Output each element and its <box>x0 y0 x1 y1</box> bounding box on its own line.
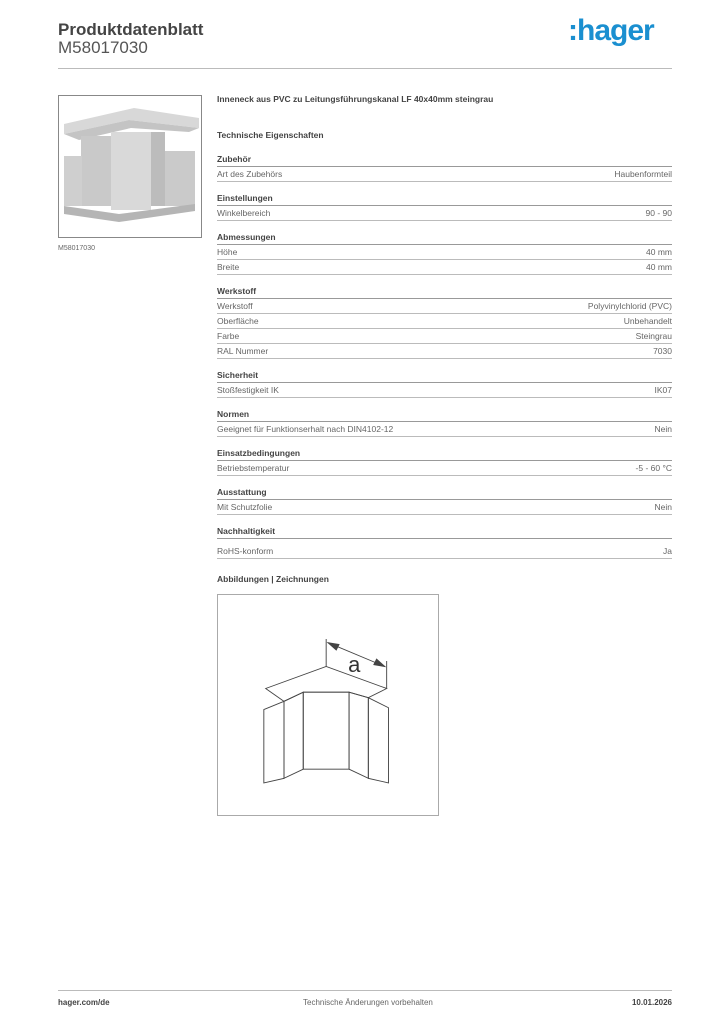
property-value: 40 mm <box>646 247 672 257</box>
property-row <box>217 167 672 182</box>
property-value: -5 - 60 °C <box>635 463 672 473</box>
property-value: Steingrau <box>635 331 672 341</box>
group-title: Normen <box>217 407 672 422</box>
property-label: Werkstoff <box>217 301 253 311</box>
property-row <box>217 260 672 275</box>
product-description: Inneneck aus PVC zu Leitungsführungskanal LF 40x40mm steingrau <box>217 94 494 104</box>
property-label: Betriebstemperatur <box>217 463 290 473</box>
group-title: Einstellungen <box>217 191 672 206</box>
section-title: Technische Eigenschaften <box>217 130 324 140</box>
product-image <box>58 95 202 238</box>
property-label: Höhe <box>217 247 238 257</box>
hager-logo: :hager <box>568 14 654 47</box>
property-row <box>217 206 672 221</box>
property-value: Ja <box>663 546 672 556</box>
property-label: Breite <box>217 262 240 272</box>
property-label: Geeignet für Funktionserhalt nach DIN4102-12 <box>217 424 394 434</box>
page-title: Produktdatenblatt <box>58 20 204 39</box>
header-divider <box>58 68 672 69</box>
property-row <box>217 299 672 314</box>
property-row <box>217 422 672 437</box>
property-group <box>217 524 672 559</box>
property-value: 90 - 90 <box>645 208 672 218</box>
footer-website[interactable]: hager.com/de <box>58 998 110 1007</box>
figures-title: Abbildungen | Zeichnungen <box>217 574 329 584</box>
property-row <box>217 344 672 359</box>
property-label: Oberfläche <box>217 316 259 326</box>
property-group <box>217 230 672 275</box>
property-value: Nein <box>654 502 672 512</box>
dimension-label: a <box>348 652 361 677</box>
product-details <box>217 92 672 559</box>
property-groups <box>217 152 672 559</box>
property-label: RoHS-konform <box>217 546 274 556</box>
property-value: Haubenformteil <box>614 169 672 179</box>
property-value: 7030 <box>653 346 672 356</box>
property-row <box>217 544 672 559</box>
footer-divider <box>58 990 672 991</box>
property-row <box>217 461 672 476</box>
property-row <box>217 500 672 515</box>
property-group <box>217 191 672 221</box>
property-value: Nein <box>654 424 672 434</box>
group-title: Nachhaltigkeit <box>217 524 672 539</box>
property-group <box>217 152 672 182</box>
property-group <box>217 446 672 476</box>
property-group <box>217 407 672 437</box>
property-value: Unbehandelt <box>623 316 672 326</box>
property-value: IK07 <box>654 385 672 395</box>
technical-drawing <box>217 594 439 816</box>
property-group <box>217 368 672 398</box>
property-group <box>217 284 672 359</box>
property-row <box>217 329 672 344</box>
property-row <box>217 314 672 329</box>
group-title: Zubehör <box>217 152 672 167</box>
property-row <box>217 383 672 398</box>
group-title: Einsatzbedingungen <box>217 446 672 461</box>
footer-notice: Technische Änderungen vorbehalten <box>303 998 433 1007</box>
property-label: Art des Zubehörs <box>217 169 283 179</box>
property-label: Stoßfestigkeit IK <box>217 385 279 395</box>
group-title: Abmessungen <box>217 230 672 245</box>
property-row <box>217 245 672 260</box>
property-group <box>217 485 672 515</box>
product-code: M58017030 <box>58 38 148 57</box>
group-title: Werkstoff <box>217 284 672 299</box>
group-title: Sicherheit <box>217 368 672 383</box>
group-title: Ausstattung <box>217 485 672 500</box>
property-value: 40 mm <box>646 262 672 272</box>
image-caption: M58017030 <box>58 245 95 252</box>
property-label: Winkelbereich <box>217 208 271 218</box>
property-value: Polyvinylchlorid (PVC) <box>587 301 672 311</box>
footer-date: 10.01.2026 <box>631 998 672 1007</box>
property-label: RAL Nummer <box>217 346 269 356</box>
property-label: Farbe <box>217 331 240 341</box>
property-label: Mit Schutzfolie <box>217 502 273 512</box>
